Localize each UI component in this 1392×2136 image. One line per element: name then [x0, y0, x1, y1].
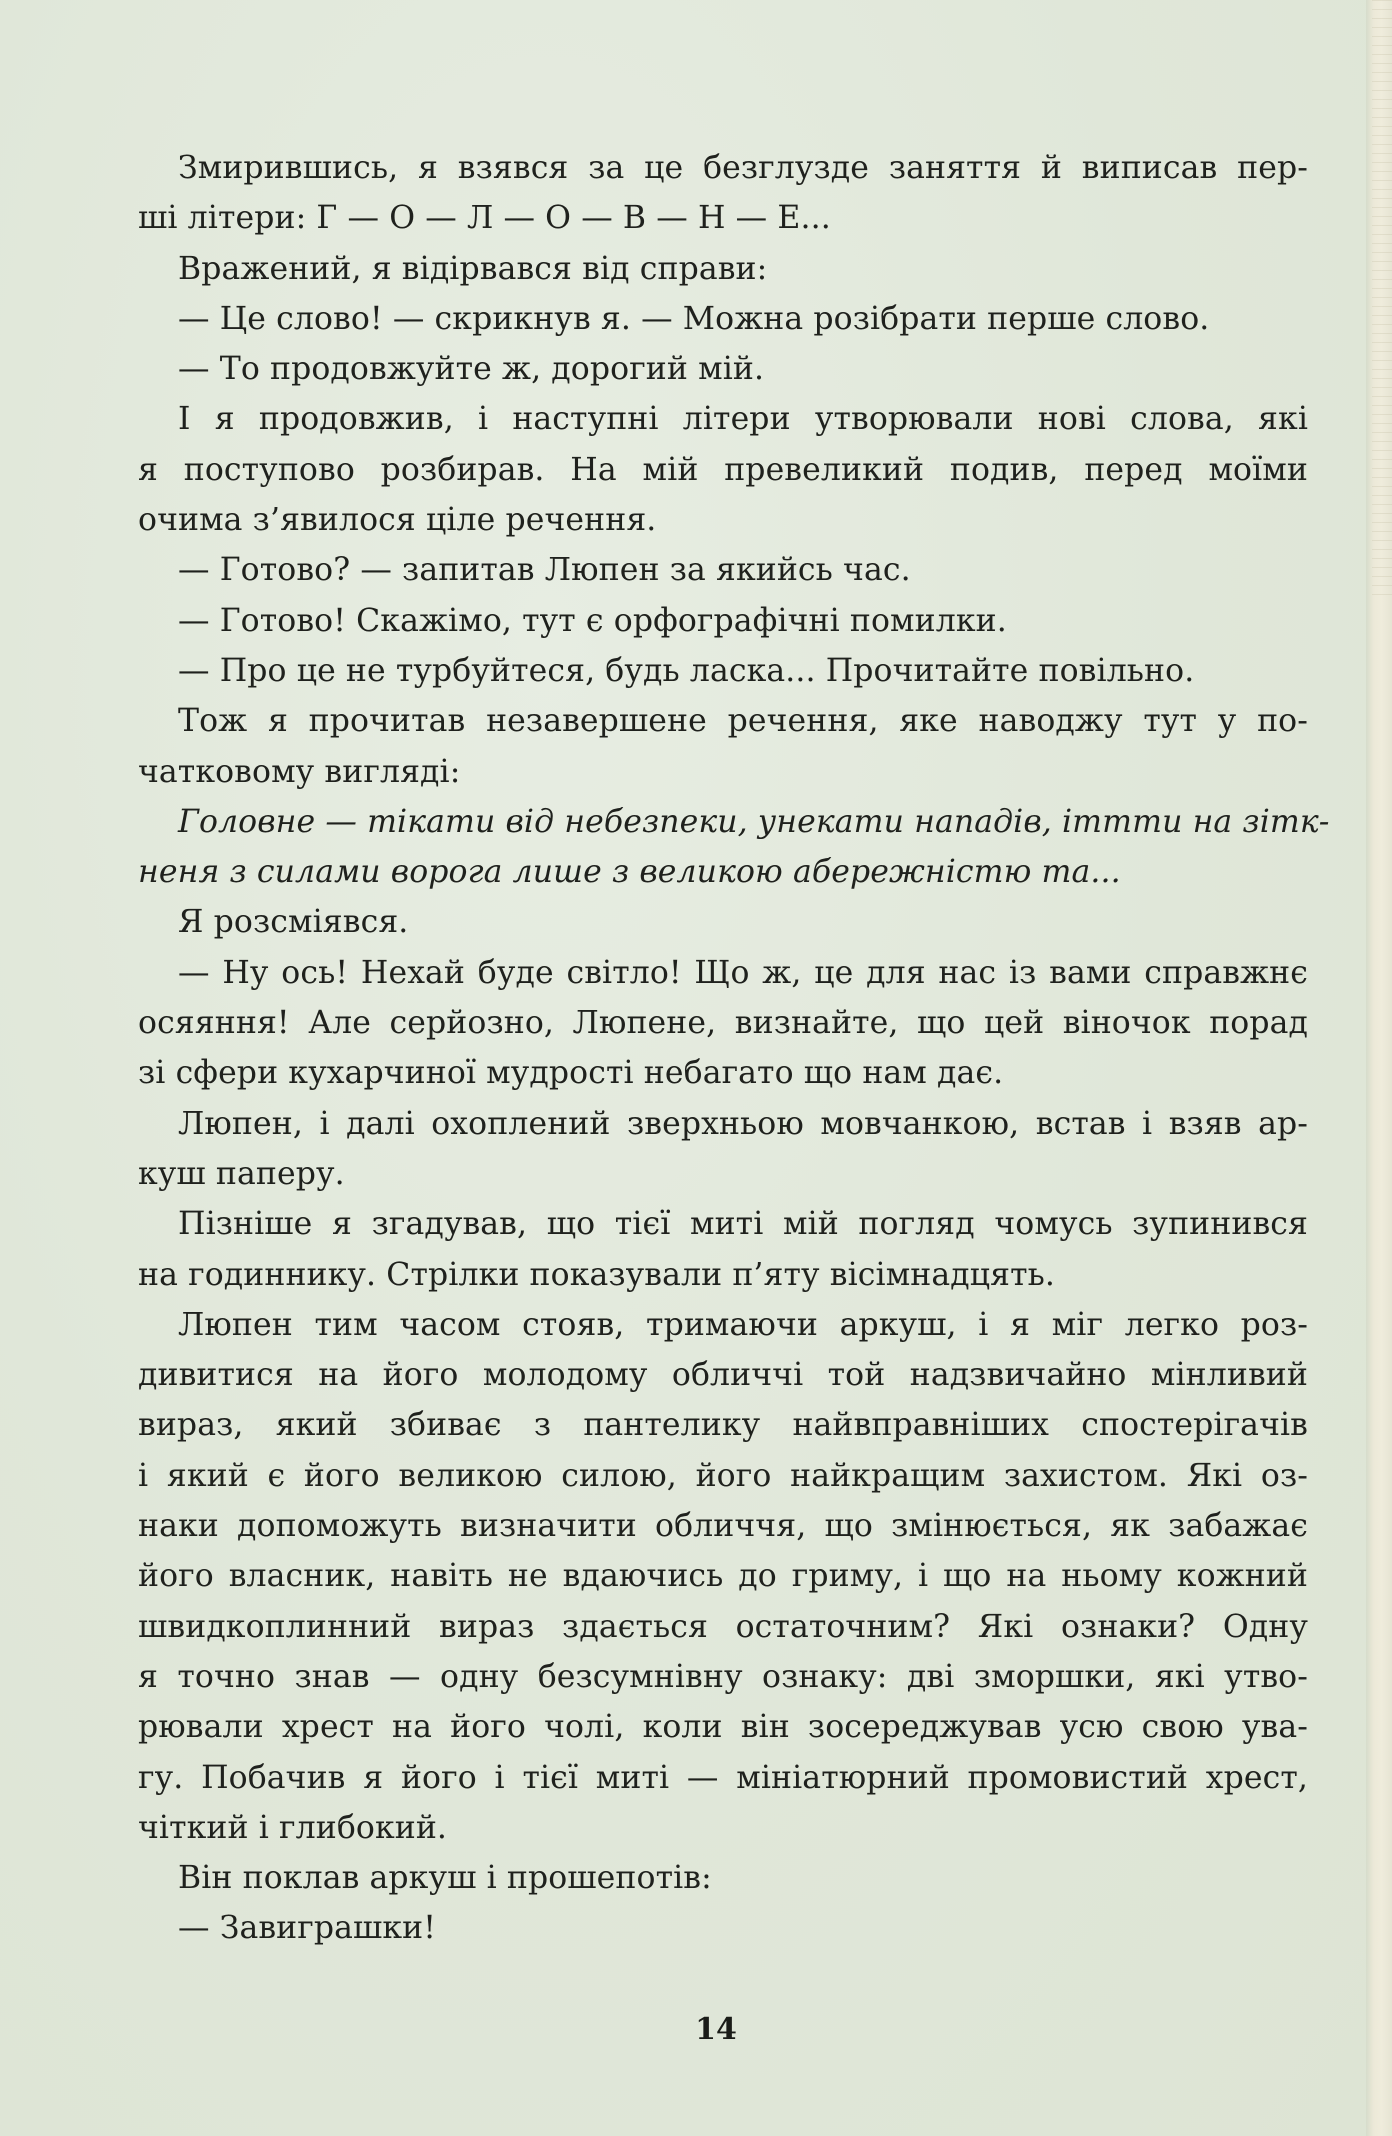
text-line: на годиннику. Стрілки показували п’яту вісімнадцять. [138, 1256, 1055, 1293]
text-line: ші літери: Г — О — Л — О — В — Н — Е... [138, 200, 831, 237]
text-line: — Ну ось! Нехай буде світло! Що ж, це для нас із вами справжнє [178, 954, 1308, 991]
text-line: чіткий і глибокий. [138, 1809, 448, 1846]
text-line: вираз, який збиває з пантелику найвправніших спостерігачів [138, 1407, 1308, 1444]
text-line: наки допоможуть визначити обличчя, що змінюється, як забажає [138, 1508, 1308, 1545]
text-line: куш паперу. [138, 1155, 345, 1192]
text-line: — Готово! Скажімо, тут є орфографічні помилки. [178, 602, 1007, 639]
body-text [138, 143, 1330, 1954]
text-line: неня з силами ворога лише з великою абережністю та... [138, 854, 1121, 891]
text-line: я точно знав — одну безсумнівну ознаку: дві зморшки, які утво- [138, 1658, 1308, 1695]
text-line: Я розсміявся. [178, 904, 409, 941]
text-line: швидкоплинний вираз здається остаточним? Які ознаки? Одну [138, 1608, 1308, 1645]
text-line: — Завиграшки! [178, 1910, 437, 1947]
text-line: його власник, навіть не вдаючись до гриму, і що на ньому кожний [138, 1558, 1308, 1595]
page-number: 14 [695, 2012, 737, 2047]
text-line: Тож я прочитав незавершене речення, яке наводжу тут у по- [178, 703, 1308, 740]
text-line: зі сфери кухарчиної мудрості небагато що нам дає. [138, 1055, 1004, 1092]
text-line: гу. Побачив я його і тієї миті — мініатюрний промовистий хрест, [138, 1759, 1308, 1796]
text-line: Люпен тим часом стояв, тримаючи аркуш, і я міг легко роз- [178, 1306, 1308, 1343]
text-line: І я продовжив, і наступні літери утворювали нові слова, які [178, 401, 1308, 438]
text-line: осяяння! Але серйозно, Люпене, визнайте, що цей віночок порад [138, 1005, 1308, 1042]
text-line: — Це слово! — скрикнув я. — Можна розібрати перше слово. [178, 300, 1210, 337]
text-line: Змирившись, я взявся за це безглузде заняття й виписав пер- [178, 150, 1308, 186]
text-line: Люпен, і далі охоплений зверхньою мовчанкою, встав і взяв ар- [178, 1105, 1308, 1142]
text-line: — Про це не турбуйтеся, будь ласка... Прочитайте повільно. [178, 652, 1195, 689]
text-line: Головне — тікати від небезпеки, унекати нападів, іттти на зітк- [178, 803, 1330, 840]
text-line: — Готово? — запитав Люпен за якийсь час. [178, 552, 911, 589]
text-line: дивитися на його молодому обличчі той надзвичайно мінливий [138, 1357, 1308, 1394]
text-line: очима з’явилося ціле речення. [138, 502, 657, 539]
text-line: і який є його великою силою, його найкращим захистом. Які оз- [138, 1457, 1308, 1494]
page-edge-stack [1372, 0, 1392, 600]
text-line: Вражений, я відірвався від справи: [178, 250, 768, 287]
text-line: — То продовжуйте ж, дорогий мій. [178, 351, 765, 388]
text-line: Він поклав аркуш і прошепотів: [178, 1860, 712, 1897]
text-line: Пізніше я згадував, що тієї миті мій погляд чомусь зупинився [178, 1206, 1308, 1243]
text-line: рювали хрест на його чолі, коли він зосереджував усю свою ува- [138, 1709, 1308, 1746]
text-line: чатковому вигляді: [138, 753, 461, 790]
text-line: я поступово розбирав. На мій превеликий подив, перед моїми [138, 451, 1308, 488]
